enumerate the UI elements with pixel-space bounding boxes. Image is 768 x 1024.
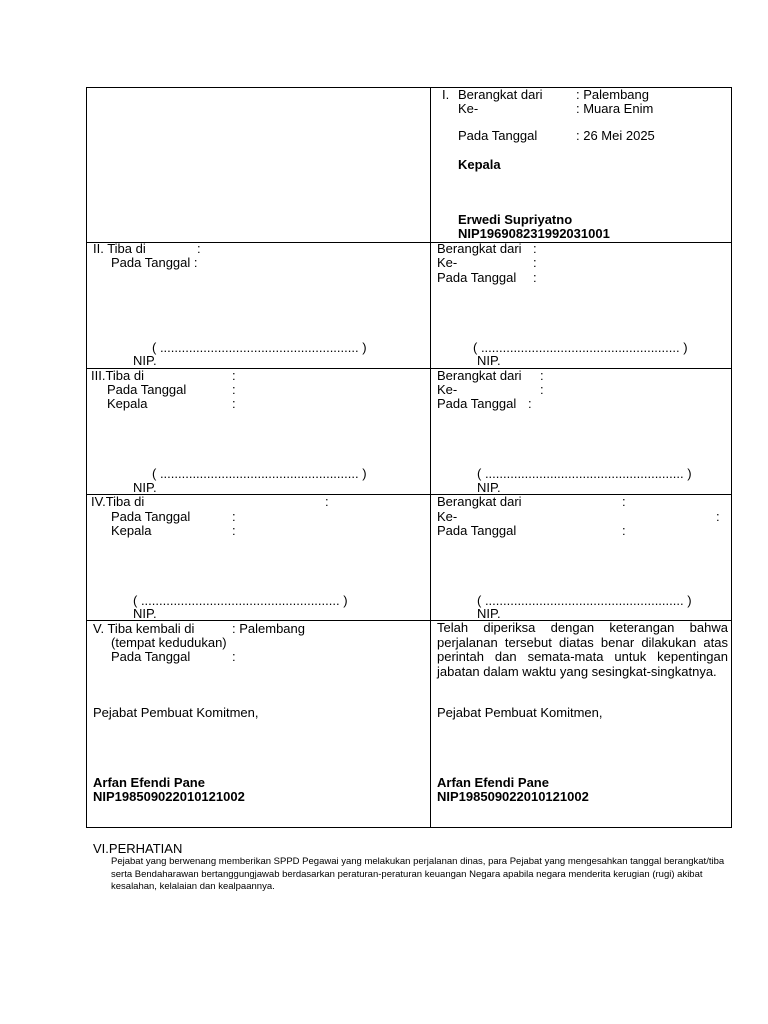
row3-colon: : xyxy=(540,368,544,383)
row3-signature-line-left: ( ....................................................... ) xyxy=(152,466,367,481)
row4-nip-right: NIP. xyxy=(477,606,501,621)
row3-colon: : xyxy=(540,382,544,397)
row2-colon: : xyxy=(533,241,537,256)
row3-nip-right: NIP. xyxy=(477,480,501,495)
row1-kepala: Kepala xyxy=(458,157,501,172)
row5-nip-left: NIP198509022010121002 xyxy=(93,789,245,804)
row2-signature-line-right: ( ....................................................... ) xyxy=(473,340,688,355)
row4-colon: : xyxy=(325,494,329,509)
row3-ke-label: Ke- xyxy=(437,382,458,397)
row4-kepala-label: Kepala xyxy=(111,523,152,538)
row2-tiba-colon: : xyxy=(197,241,201,256)
row3-nip-left: NIP. xyxy=(133,480,157,495)
row4-tanggal-label: Pada Tanggal xyxy=(111,509,191,524)
row1-official-name: Erwedi Supriyatno xyxy=(458,212,573,227)
row4-tiba-label: IV.Tiba di xyxy=(91,494,145,509)
row1-ke-value: : Muara Enim xyxy=(576,101,654,116)
row2-nip-right: NIP. xyxy=(477,353,501,368)
row5-ppk-left: Pejabat Pembuat Komitmen, xyxy=(93,705,259,720)
row2-tiba-label: II. Tiba di xyxy=(93,241,146,256)
row-divider xyxy=(87,242,731,243)
row5-ppk-right: Pejabat Pembuat Komitmen, xyxy=(437,705,603,720)
row5-colon: : xyxy=(232,649,236,664)
row3-colon: : xyxy=(232,396,236,411)
row1-tanggal-label: Pada Tanggal xyxy=(458,128,538,143)
row3-signature-line-right: ( ....................................................... ) xyxy=(477,466,692,481)
row3-colon: : xyxy=(232,382,236,397)
row1-official-nip: NIP196908231992031001 xyxy=(458,226,610,241)
row3-kepala-label: Kepala xyxy=(107,396,148,411)
row5-tiba-value: : Palembang xyxy=(232,621,305,636)
row2-ke-label: Ke- xyxy=(437,255,458,270)
row3-tiba-label: III.Tiba di xyxy=(91,368,144,383)
row3-colon: : xyxy=(232,368,236,383)
row1-num: I. xyxy=(442,87,450,102)
row4-signature-line-left: ( ....................................................... ) xyxy=(133,593,348,608)
row5-statement: Telah diperiksa dengan keterangan bahwa perjalanan tersebut diatas benar dilakukan atas perintah dan semata-mata untuk kepentingan jabatan dalam waktu yang sesingkat-singkatnya. xyxy=(437,620,728,679)
row4-berangkat-label: Berangkat dari xyxy=(437,494,522,509)
perhatian-title: VI.PERHATIAN xyxy=(93,841,183,856)
row4-colon: : xyxy=(716,509,720,524)
row5-name-right: Arfan Efendi Pane xyxy=(437,775,549,790)
row4-ke-label: Ke- xyxy=(437,509,458,524)
row-divider xyxy=(87,494,731,495)
row4-colon: : xyxy=(232,523,236,538)
row1-ke-label: Ke- xyxy=(458,101,479,116)
row5-tempat-label: (tempat kedudukan) xyxy=(111,635,227,650)
row3-tanggal-label: Pada Tanggal xyxy=(107,382,187,397)
row5-nip-right: NIP198509022010121002 xyxy=(437,789,589,804)
row4-nip-left: NIP. xyxy=(133,606,157,621)
row4-colon: : xyxy=(622,494,626,509)
column-divider xyxy=(430,88,431,827)
row2-colon: : xyxy=(533,255,537,270)
row3-tanggal-right-label: Pada Tanggal xyxy=(437,396,517,411)
row2-tanggal-right-label: Pada Tanggal xyxy=(437,270,517,285)
row4-colon: : xyxy=(622,523,626,538)
row2-signature-line-left: ( ....................................................... ) xyxy=(152,340,367,355)
row-divider xyxy=(87,368,731,369)
perhatian-text: Pejabat yang berwenang memberikan SPPD Pegawai yang melakukan perjalanan dinas, para Pejabat yang mengesahkan tanggal berangkat/tiba serta Bendaharawan bertanggungjawab berdasarkan peraturan-peraturan keuangan Negara apabila negara menderita kerugian (rugi) akibat kesalahan, kelalaian dan kealpaannya. xyxy=(111,856,725,892)
row2-colon: : xyxy=(533,270,537,285)
row1-berangkat-label: Berangkat dari xyxy=(458,87,543,102)
row2-tanggal-label: Pada Tanggal : xyxy=(111,255,198,270)
row3-berangkat-label: Berangkat dari xyxy=(437,368,522,383)
row5-name-left: Arfan Efendi Pane xyxy=(93,775,205,790)
row3-colon: : xyxy=(528,396,532,411)
row5-tanggal-label: Pada Tanggal xyxy=(111,649,191,664)
row4-colon: : xyxy=(232,509,236,524)
row2-nip-left: NIP. xyxy=(133,353,157,368)
row2-berangkat-label: Berangkat dari xyxy=(437,241,522,256)
row1-tanggal-value: : 26 Mei 2025 xyxy=(576,128,655,143)
row5-tiba-label: V. Tiba kembali di xyxy=(93,621,195,636)
row4-tanggal-right-label: Pada Tanggal xyxy=(437,523,517,538)
row4-signature-line-right: ( ....................................................... ) xyxy=(477,593,692,608)
row1-berangkat-value: : Palembang xyxy=(576,87,649,102)
